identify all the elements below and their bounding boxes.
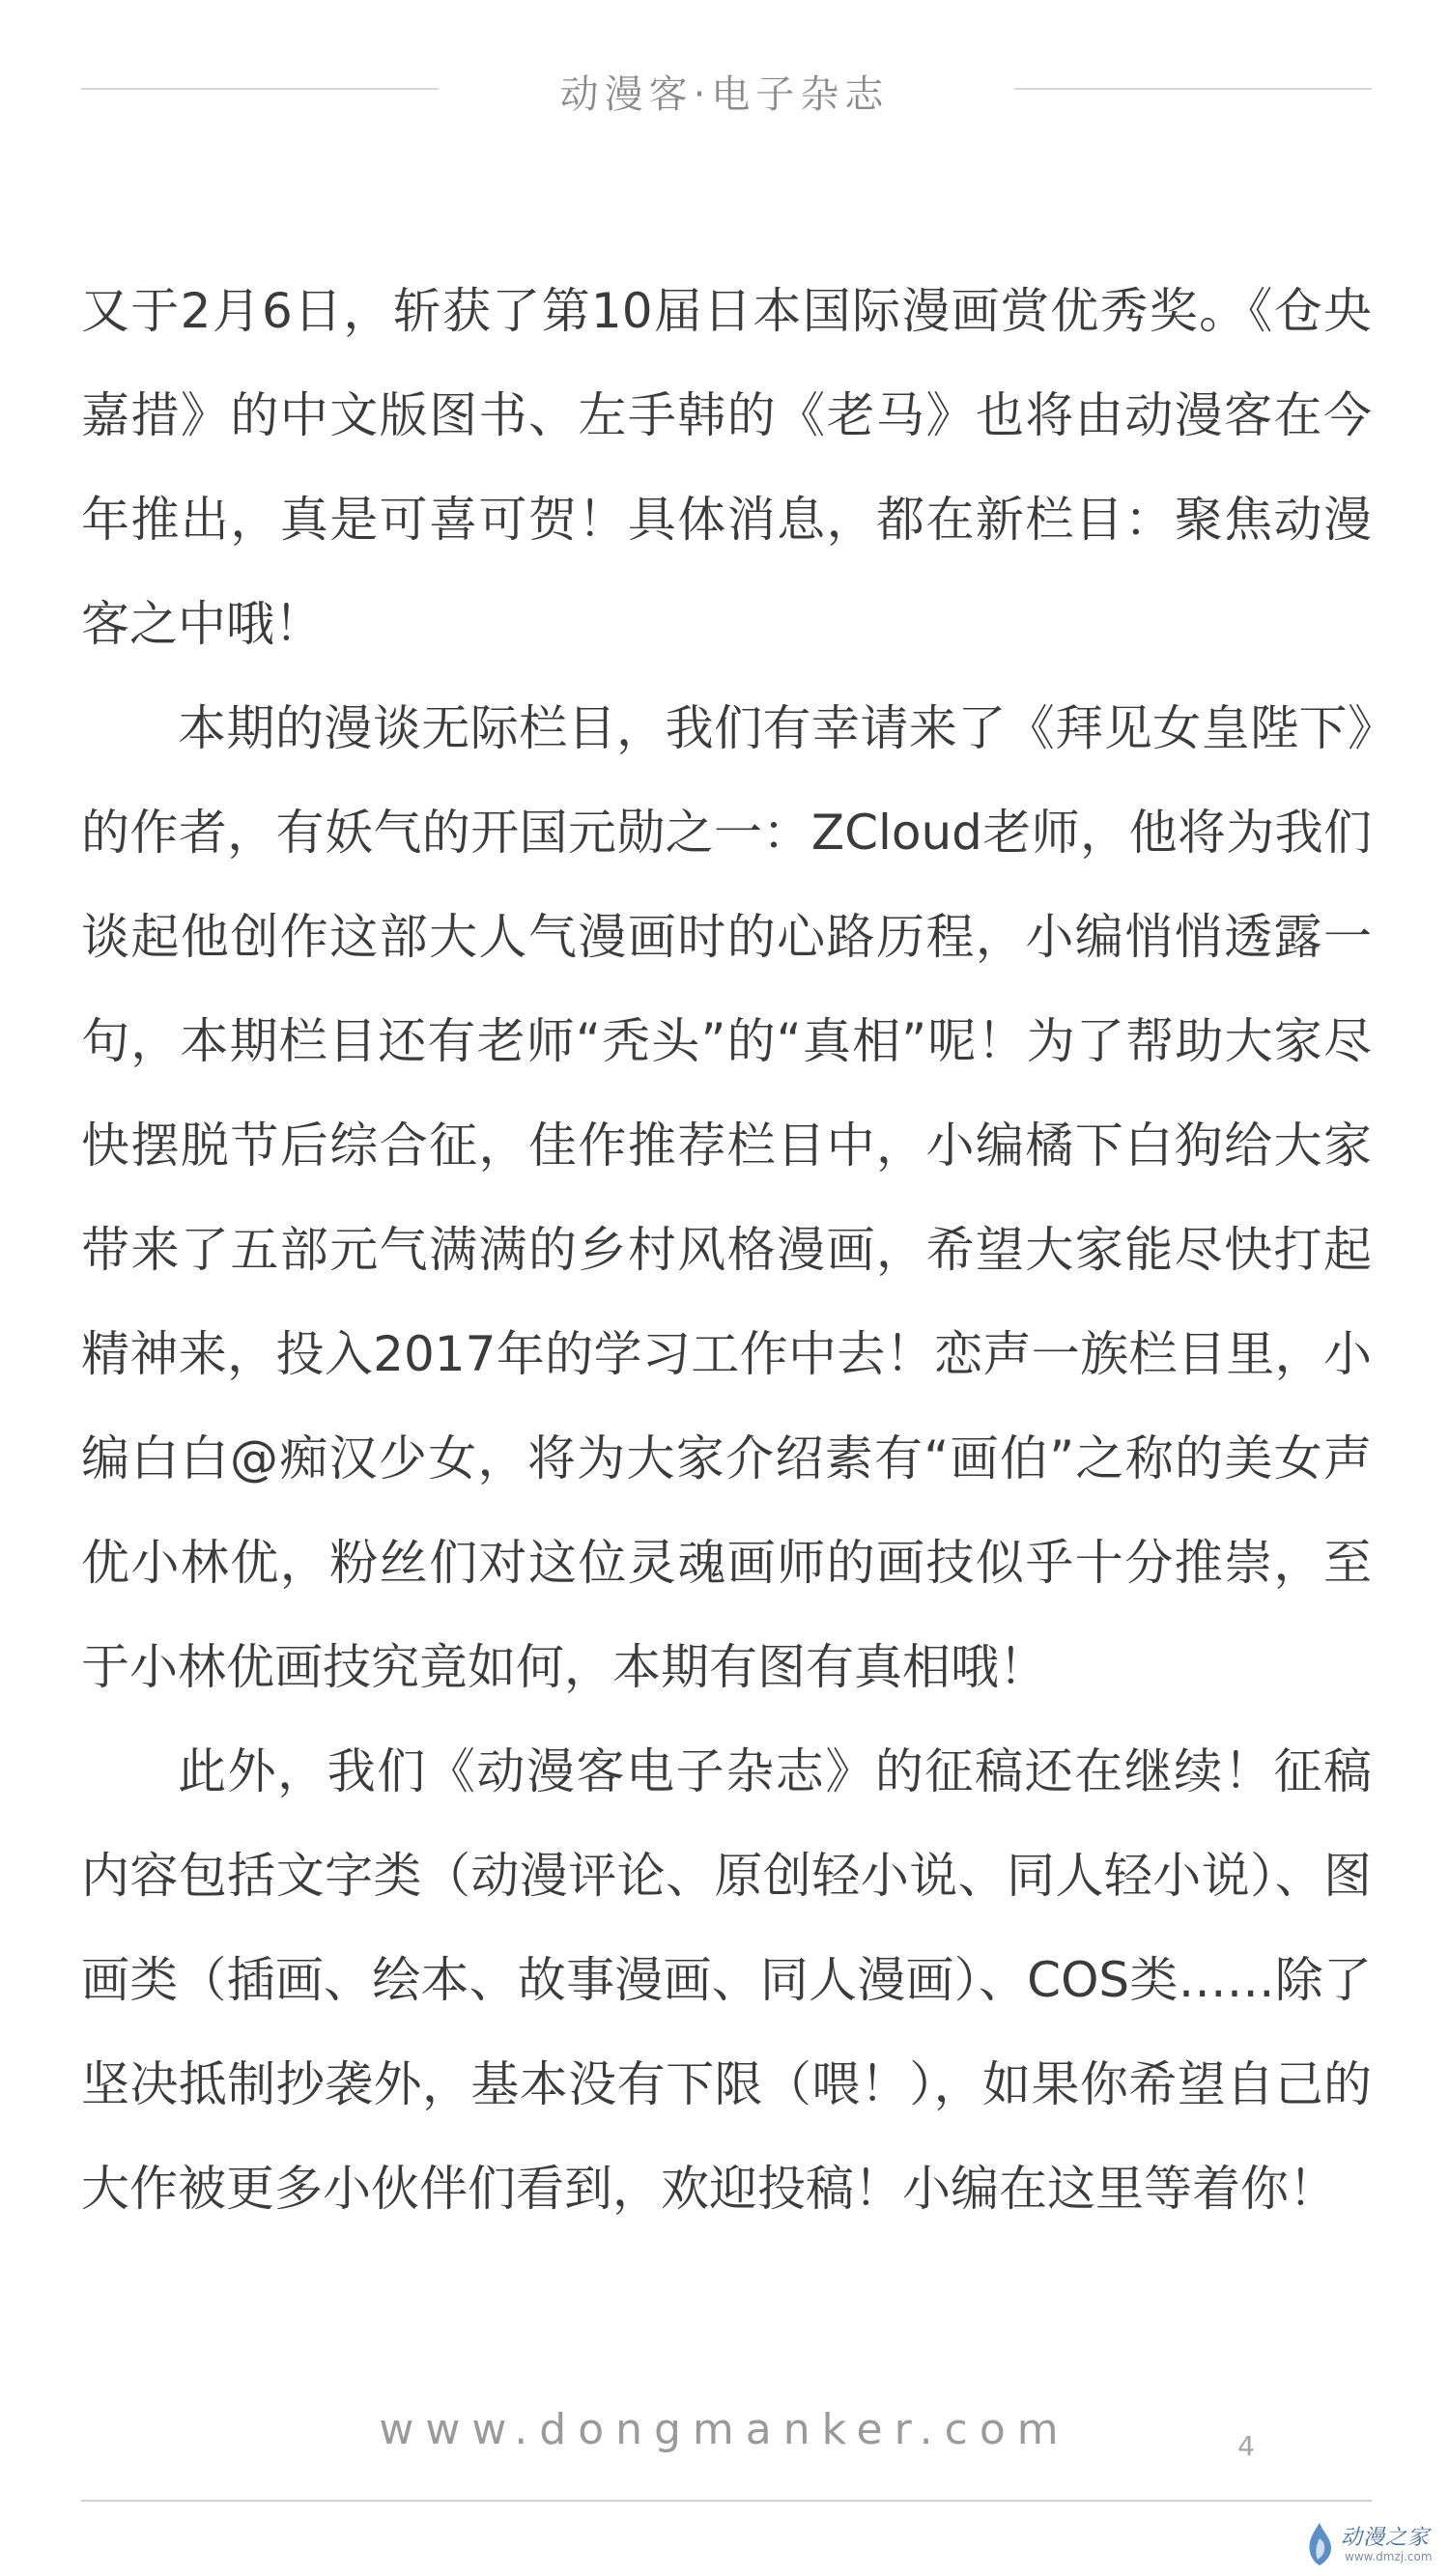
paragraph-continued: 又于2月6日，斩获了第10届日本国际漫画赏优秀奖。《仓央嘉措》的中文版图书、左手韩的《老马》也将由动漫客在今年推出，真是可喜可贺！具体消息，都在新栏目：聚焦动漫客之中哦！ [81, 283, 1372, 652]
paragraph-submission-call: 此外，我们《动漫客电子杂志》的征稿还在继续！征稿内容包括文字类（动漫评论、原创轻小说、同人轻小说）、图画类（插画、绘本、故事漫画、同人漫画）、COS类……除了坚决抵制抄袭外，基本没有下限（喂！），如果你希望自己的大作被更多小伙伴们看到，欢迎投稿！小编在这里等着你！ [81, 1743, 1372, 2217]
watermark-site-url: www.dmzj.com [1345, 2550, 1433, 2563]
footer-rule [81, 2500, 1372, 2502]
page-number: 4 [1237, 2430, 1255, 2462]
magazine-title: 动漫客·电子杂志 [559, 72, 890, 117]
header-rule-right [1014, 88, 1372, 90]
dmzj-watermark [1302, 2517, 1447, 2571]
flame-logo-icon [1302, 2521, 1337, 2567]
article-body [81, 259, 1372, 2241]
page-header [0, 56, 1449, 124]
paragraph-column-intro: 本期的漫谈无际栏目，我们有幸请来了《拜见女皇陛下》的作者，有妖气的开国元勋之一：ZCloud老师，他将为我们谈起他创作这部大人气漫画时的心路历程，小编悄悄透露一句，本期栏目还有老师“秃头”的“真相”呢！为了帮助大家尽快摆脱节后综合征，佳作推荐栏目中，小编橘下白狗给大家带来了五部元气满满的乡村风格漫画，希望大家能尽快打起精神来，投入2017年的学习工作中去！恋声一族栏目里，小编白白@痴汉少女，将为大家介绍素有“画伯”之称的美女声优小林优，粉丝们对这位灵魂画师的画技似乎十分推崇，至于小林优画技究竟如何，本期有图有真相哦！ [81, 700, 1372, 1695]
watermark-logo-text: 动漫之家 [1341, 2526, 1431, 2550]
footer-website-url[interactable]: www.dongmanker.com [379, 2405, 1070, 2454]
